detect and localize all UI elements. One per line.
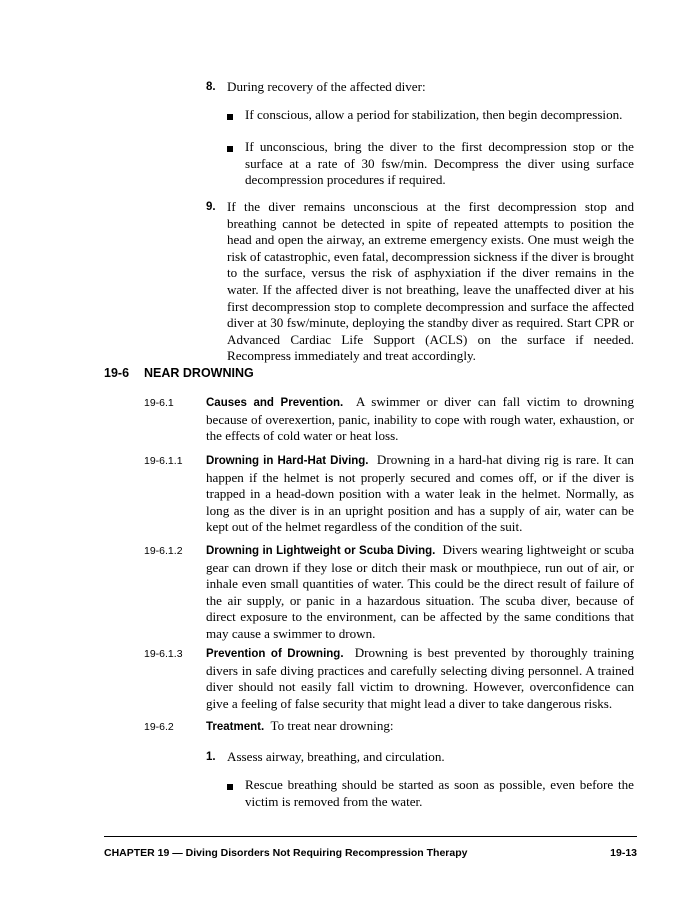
subsection-body: Drowning in a hard-hat diving rig is rare. It can happen if the helmet is not properly secured and comes off, or if the diver is trapped in a head-down position with a water leak in the helmet. Normally, as long as the diver is in an upright position and has a supply of air, water can be kept out of the helmet regardless of the condition of the suit. <box>206 452 634 535</box>
list-item-8-text: During recovery of the affected diver: <box>227 79 426 94</box>
subsection-causes-prevention <box>206 394 634 445</box>
subsection-heading: Drowning in Hard-Hat Diving. <box>206 455 369 467</box>
bullet-square-icon <box>227 784 233 790</box>
list-number-1: 1. <box>206 751 216 763</box>
subsection-prevention <box>206 645 634 712</box>
bullet-unconscious: If unconscious, bring the diver to the first decompression stop or the surface at a rate of 30 fsw/min. Decompress the diver using surface decompression procedures if required. <box>245 139 634 188</box>
subsection-hard-hat <box>206 452 634 536</box>
subsection-number: 19-6.1.1 <box>144 455 183 467</box>
subsection-heading: Treatment. <box>206 721 265 733</box>
subsection-lightweight-scuba <box>206 542 634 643</box>
section-number: 19-6 <box>104 366 130 380</box>
bullet-square-icon <box>227 146 233 152</box>
subsection-heading: Prevention of Drowning. <box>206 648 344 660</box>
footer-page-number: 19-13 <box>610 847 637 859</box>
subsection-number: 19-6.1 <box>144 397 174 409</box>
subsection-heading: Causes and Prevention. <box>206 397 344 409</box>
subsection-number: 19-6.1.3 <box>144 648 183 660</box>
bullet-conscious: If conscious, allow a period for stabilization, then begin decompression. <box>245 107 623 122</box>
list-item-1-text: Assess airway, breathing, and circulation. <box>227 749 445 764</box>
subsection-body: Drowning is best prevented by thoroughly training divers in safe diving practices and carefully selecting diving personnel. A trained diver should not easily fall victim to drowning. However, overconfidence can give a feeling of false security that might lead a diver to take dangerous risks. <box>206 645 635 711</box>
subsection-heading: Drowning in Lightweight or Scuba Diving. <box>206 545 436 557</box>
footer-divider <box>104 836 637 837</box>
bullet-rescue-breathing: Rescue breathing should be started as soon as possible, even before the victim is removed from the water. <box>245 777 634 809</box>
list-number-9: 9. <box>206 201 216 213</box>
subsection-body: A swimmer or diver can fall victim to drowning because of overexertion, panic, inability to cope with rough water, exhaustion, or the effects of cold water or heat loss. <box>206 394 634 444</box>
subsection-number: 19-6.1.2 <box>144 545 183 557</box>
list-number-8: 8. <box>206 81 216 93</box>
subsection-body: Divers wearing lightweight or scuba gear can drown if they lose or ditch their mask or mouthpiece, run out of air, or inhale even small quantities of water. This could be the direct result of failure of the air supply, or panic in a hazardous situation. The scuba diver, because of direct exposure to the environment, can be affected by the same conditions that may cause a swimmer to drown. <box>206 542 635 641</box>
subsection-treatment <box>206 718 634 736</box>
subsection-number: 19-6.2 <box>144 721 174 733</box>
section-title: NEAR DROWNING <box>144 366 254 380</box>
bullet-square-icon <box>227 114 233 120</box>
list-item-9-text: If the diver remains unconscious at the first decompression stop and breathing cannot be detected in spite of repeated attempts to position the head and open the airway, an extreme emergency exists. One must weigh the risk of catastrophic, even fatal, decompression sickness if the diver is brought to the surface, versus the risk of asphyxiation if the diver remains in the water. If the affected diver is not breathing, leave the unaffected diver at his first decompression stop to complete decompression and surface the affected diver at 30 fsw/minute, deploying the standby diver as required. Start CPR or Advanced Cardiac Life Support (ACLS) on the surface if needed. Recompress immediately and treat accordingly. <box>227 199 634 364</box>
footer-chapter-title: CHAPTER 19 — Diving Disorders Not Requiring Recompression Therapy <box>104 847 468 859</box>
subsection-body: To treat near drowning: <box>270 718 394 733</box>
